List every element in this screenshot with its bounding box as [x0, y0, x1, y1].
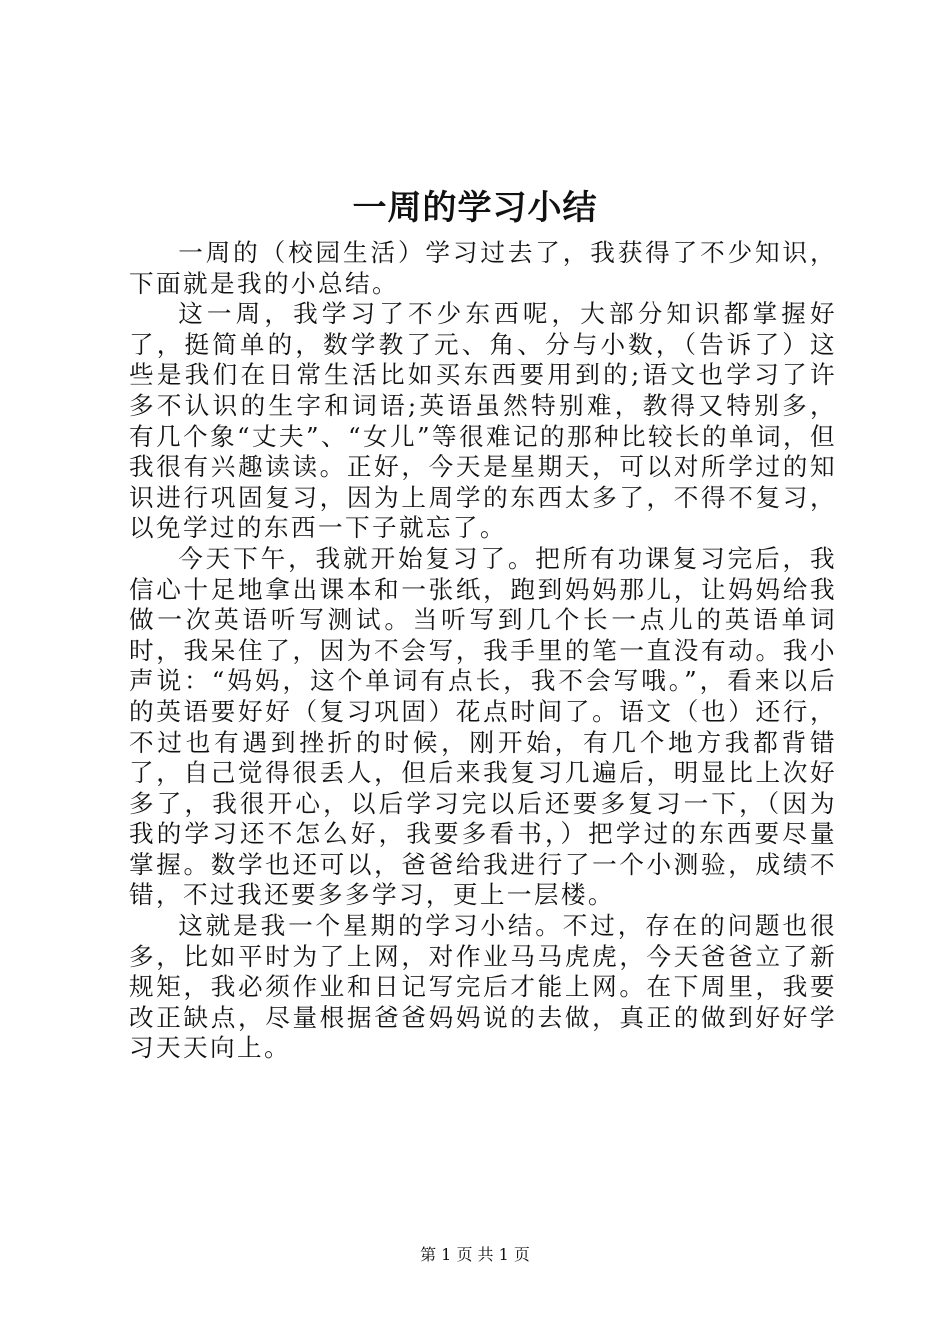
- document-title: 一周的学习小结: [352, 188, 598, 228]
- page-footer: 第 1 页 共 1 页: [420, 1245, 530, 1264]
- paragraph-review-afternoon: 今天下午，我就开始复习了。把所有功课复习完后，我信心十足地拿出课本和一张纸，跑到妈妈那儿，让妈妈给我做一次英语听写测试。当听写到几个长一点儿的英语单词时，我呆住了，因为不会写，我手里的笔一直没有动。我小声说：“妈妈，这个单词有点长，我不会写哦。”，看来以后的英语要好好（复习巩固）花点时间了。语文（也）还行，不过也有遇到挫折的时候，刚开始，有几个地方我都背错了，自己觉得很丢人，但后来我复习几遍后，明显比上次好多了，我很开心，以后学习完以后还要多复习一下，（因为我的学习还不怎么好，我要多看书，）把学过的东西要尽量掌握。数学也还可以，爸爸给我进行了一个小测验，成绩不错，不过我还要多多学习，更上一层楼。: [129, 543, 837, 910]
- paragraph-week-summary: 这一周，我学习了不少东西呢，大部分知识都掌握好了，挺简单的，数学教了元、角、分与小数，（告诉了）这些是我们在日常生活比如买东西要用到的;语文也学习了许多不认识的生字和词语;英语虽然特别难，教得又特别多，有几个象“丈夫”、“女儿”等很难记的那种比较长的单词，但我很有兴趣读读。正好，今天是星期天，可以对所学过的知识进行巩固复习，因为上周学的东西太多了，不得不复习，以免学过的东西一下子就忘了。: [129, 299, 837, 543]
- paragraph-intro: 一周的（校园生活）学习过去了，我获得了不少知识，下面就是我的小总结。: [129, 238, 837, 298]
- document-body: [129, 238, 837, 1064]
- paragraph-conclusion: 这就是我一个星期的学习小结。不过，存在的问题也很多，比如平时为了上网，对作业马马虎虎，今天爸爸立了新规矩，我必须作业和日记写完后才能上网。在下周里，我要改正缺点，尽量根据爸爸妈妈说的去做，真正的做到好好学习天天向上。: [129, 911, 837, 1063]
